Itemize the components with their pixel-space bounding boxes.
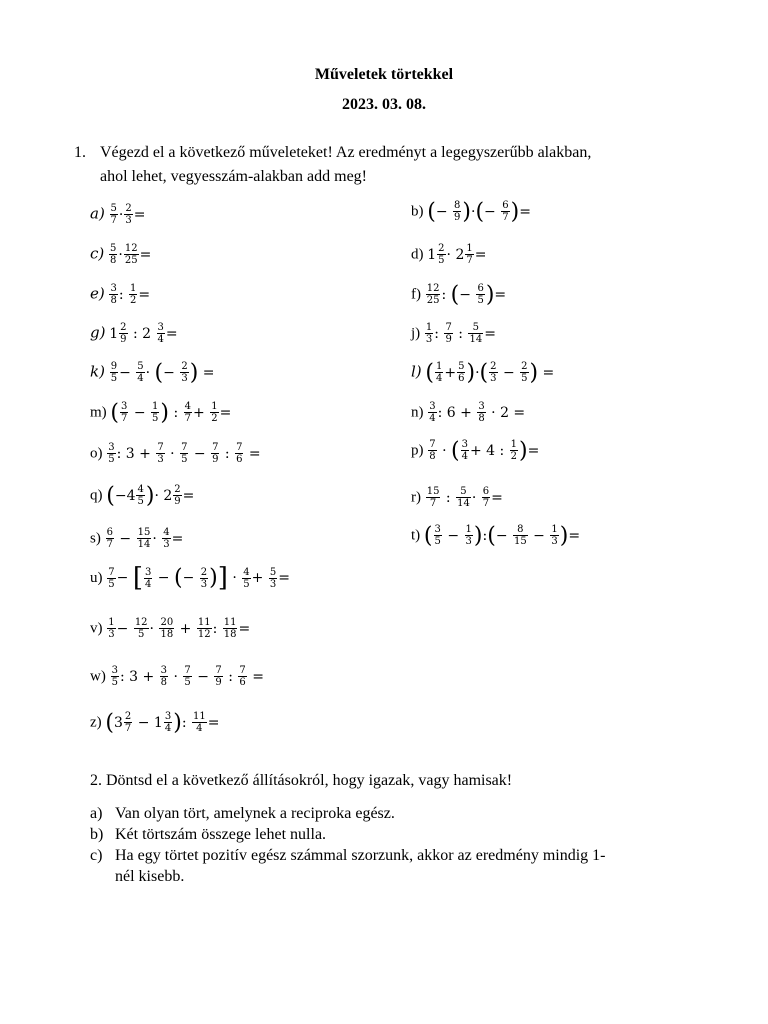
exercise-c: c) $\frac{5}{8}$ · $\frac{12}{25}$ = [90, 243, 152, 266]
exercise-label: e) [90, 284, 105, 303]
page-date: 2023. 03. 08. [342, 96, 426, 113]
exercise-label: b) [411, 203, 424, 220]
task2-item-a-text: Van olyan tört, amelynek a reciproka egész. [115, 805, 395, 822]
task2-item-c-label: c) [90, 847, 103, 864]
exercise-u: u) $\frac{7}{5}$ − [ $\frac{3}{4}$ − (− $\frac{2}{3}$ )] · $\frac{4}{5}$ + $\frac{5}{3}$ = [90, 563, 290, 593]
exercise-label: j) [411, 325, 421, 342]
exercise-label: k) [90, 362, 105, 381]
exercise-o: o) $\frac{3}{5}$ : 3 + $\frac{7}{3}$ · $\frac{7}{5}$ − $\frac{7}{9}$ : $\frac{7}{6}$ = [90, 442, 261, 465]
exercise-e: e) $\frac{3}{8}$ : $\frac{1}{2}$ = [90, 283, 151, 306]
task2-title: 2. Döntsd el a következő állításokról, hogy igazak, vagy hamisak! [90, 772, 513, 789]
exercise-r: r) $\frac{15}{7}$ : $\frac{5}{14}$ · $\frac{6}{7}$ = [411, 486, 503, 509]
exercise-j: j) $\frac{1}{3}$ : $\frac{7}{9}$ : $\frac{5}{14}$ = [411, 322, 496, 345]
page-title: Műveletek törtekkel [314, 66, 454, 83]
exercise-z: z) (3 $\frac{2}{7}$ − 1 $\frac{3}{4}$ ): $\frac{11}{4}$ = [90, 710, 220, 735]
exercise-label: t) [411, 527, 421, 544]
task2-item-c-text: Ha egy törtet pozitív egész számmal szorzunk, akkor az eredmény mindig 1- [115, 847, 606, 864]
exercise-m: m) ( $\frac{3}{7}$ − $\frac{1}{5}$ ) : $\frac{4}{7}$ + $\frac{1}{2}$ = [90, 400, 232, 425]
exercise-label: p) [411, 442, 424, 459]
exercise-g: g) 1 $\frac{2}{9}$ : 2 $\frac{3}{4}$ = [90, 322, 178, 345]
exercise-label: d) [411, 246, 424, 263]
task2-item-b-text: Két törtszám összege lehet nulla. [115, 826, 327, 843]
task1-instruction-line2: ahol lehet, vegyesszám-alakban add meg! [100, 168, 367, 185]
exercise-label: c) [90, 244, 105, 263]
exercise-label: o) [90, 445, 103, 462]
exercise-label: m) [90, 404, 107, 421]
exercise-label: a) [90, 204, 105, 223]
exercise-f: f) $\frac{12}{25}$ : (− $\frac{6}{5}$ )= [411, 282, 507, 307]
exercise-label: s) [90, 530, 101, 547]
exercise-label: g) [90, 323, 106, 342]
exercise-label: u) [90, 570, 103, 586]
exercise-n: n) $\frac{3}{4}$ : 6 + $\frac{3}{8}$ · 2 = [411, 401, 526, 424]
task1-instruction-line1: Végezd el a következő műveleteket! Az eredményt a legegyszerűbb alakban, [100, 144, 592, 161]
exercise-label: n) [411, 404, 424, 421]
task2-item-a-label: a) [90, 805, 103, 822]
exercise-p: p) $\frac{7}{8}$ · ( $\frac{3}{4}$ + 4 : $\frac{1}{2}$ )= [411, 438, 540, 463]
exercise-k: k) $\frac{9}{5}$ − $\frac{5}{4}$ · (− $\frac{2}{3}$ ) = [90, 360, 215, 385]
task2-item-b-label: b) [90, 826, 104, 843]
exercise-s: s) $\frac{6}{7}$ − $\frac{15}{14}$ · $\frac{4}{3}$ = [90, 527, 184, 550]
exercise-v: v) $\frac{1}{3}$ − $\frac{12}{5}$ · $\frac{20}{18}$ + $\frac{11}{12}$ : $\frac{11}{18}$ = [90, 617, 251, 640]
exercise-w: w) $\frac{3}{5}$ : 3 + $\frac{3}{8}$ · $\frac{7}{5}$ − $\frac{7}{9}$ : $\frac{7}{6}$ = [90, 665, 264, 688]
exercise-l: l) ( $\frac{1}{4}$ + $\frac{5}{6}$ )·( $\frac{2}{3}$ − $\frac{2}{5}$ ) = [411, 360, 555, 385]
exercise-label: v) [90, 620, 103, 637]
exercise-a: a) $\frac{5}{7}$ · $\frac{2}{3}$ = [90, 203, 146, 226]
exercise-label: q) [90, 487, 103, 504]
exercise-label: r) [411, 489, 421, 506]
exercise-b: b) (− $\frac{8}{9}$ )·(− $\frac{6}{7}$ )= [411, 199, 531, 224]
task2-item-c-text-cont: nél kisebb. [115, 868, 185, 885]
exercise-label: l) [411, 362, 422, 381]
exercise-t: t) ( $\frac{3}{5}$ − $\frac{1}{3}$ ):(− $\frac{8}{15}$ − $\frac{1}{3}$ )= [411, 523, 581, 548]
exercise-d: d) 1 $\frac{2}{5}$ · 2 $\frac{1}{7}$ = [411, 243, 487, 266]
exercise-label: f) [411, 286, 421, 303]
exercise-label: z) [90, 714, 102, 731]
task1-number: 1. [74, 144, 86, 161]
exercise-label: w) [90, 668, 106, 685]
exercise-q: q) (−4 $\frac{4}{5}$ )· 2 $\frac{2}{9}$ = [90, 483, 195, 508]
